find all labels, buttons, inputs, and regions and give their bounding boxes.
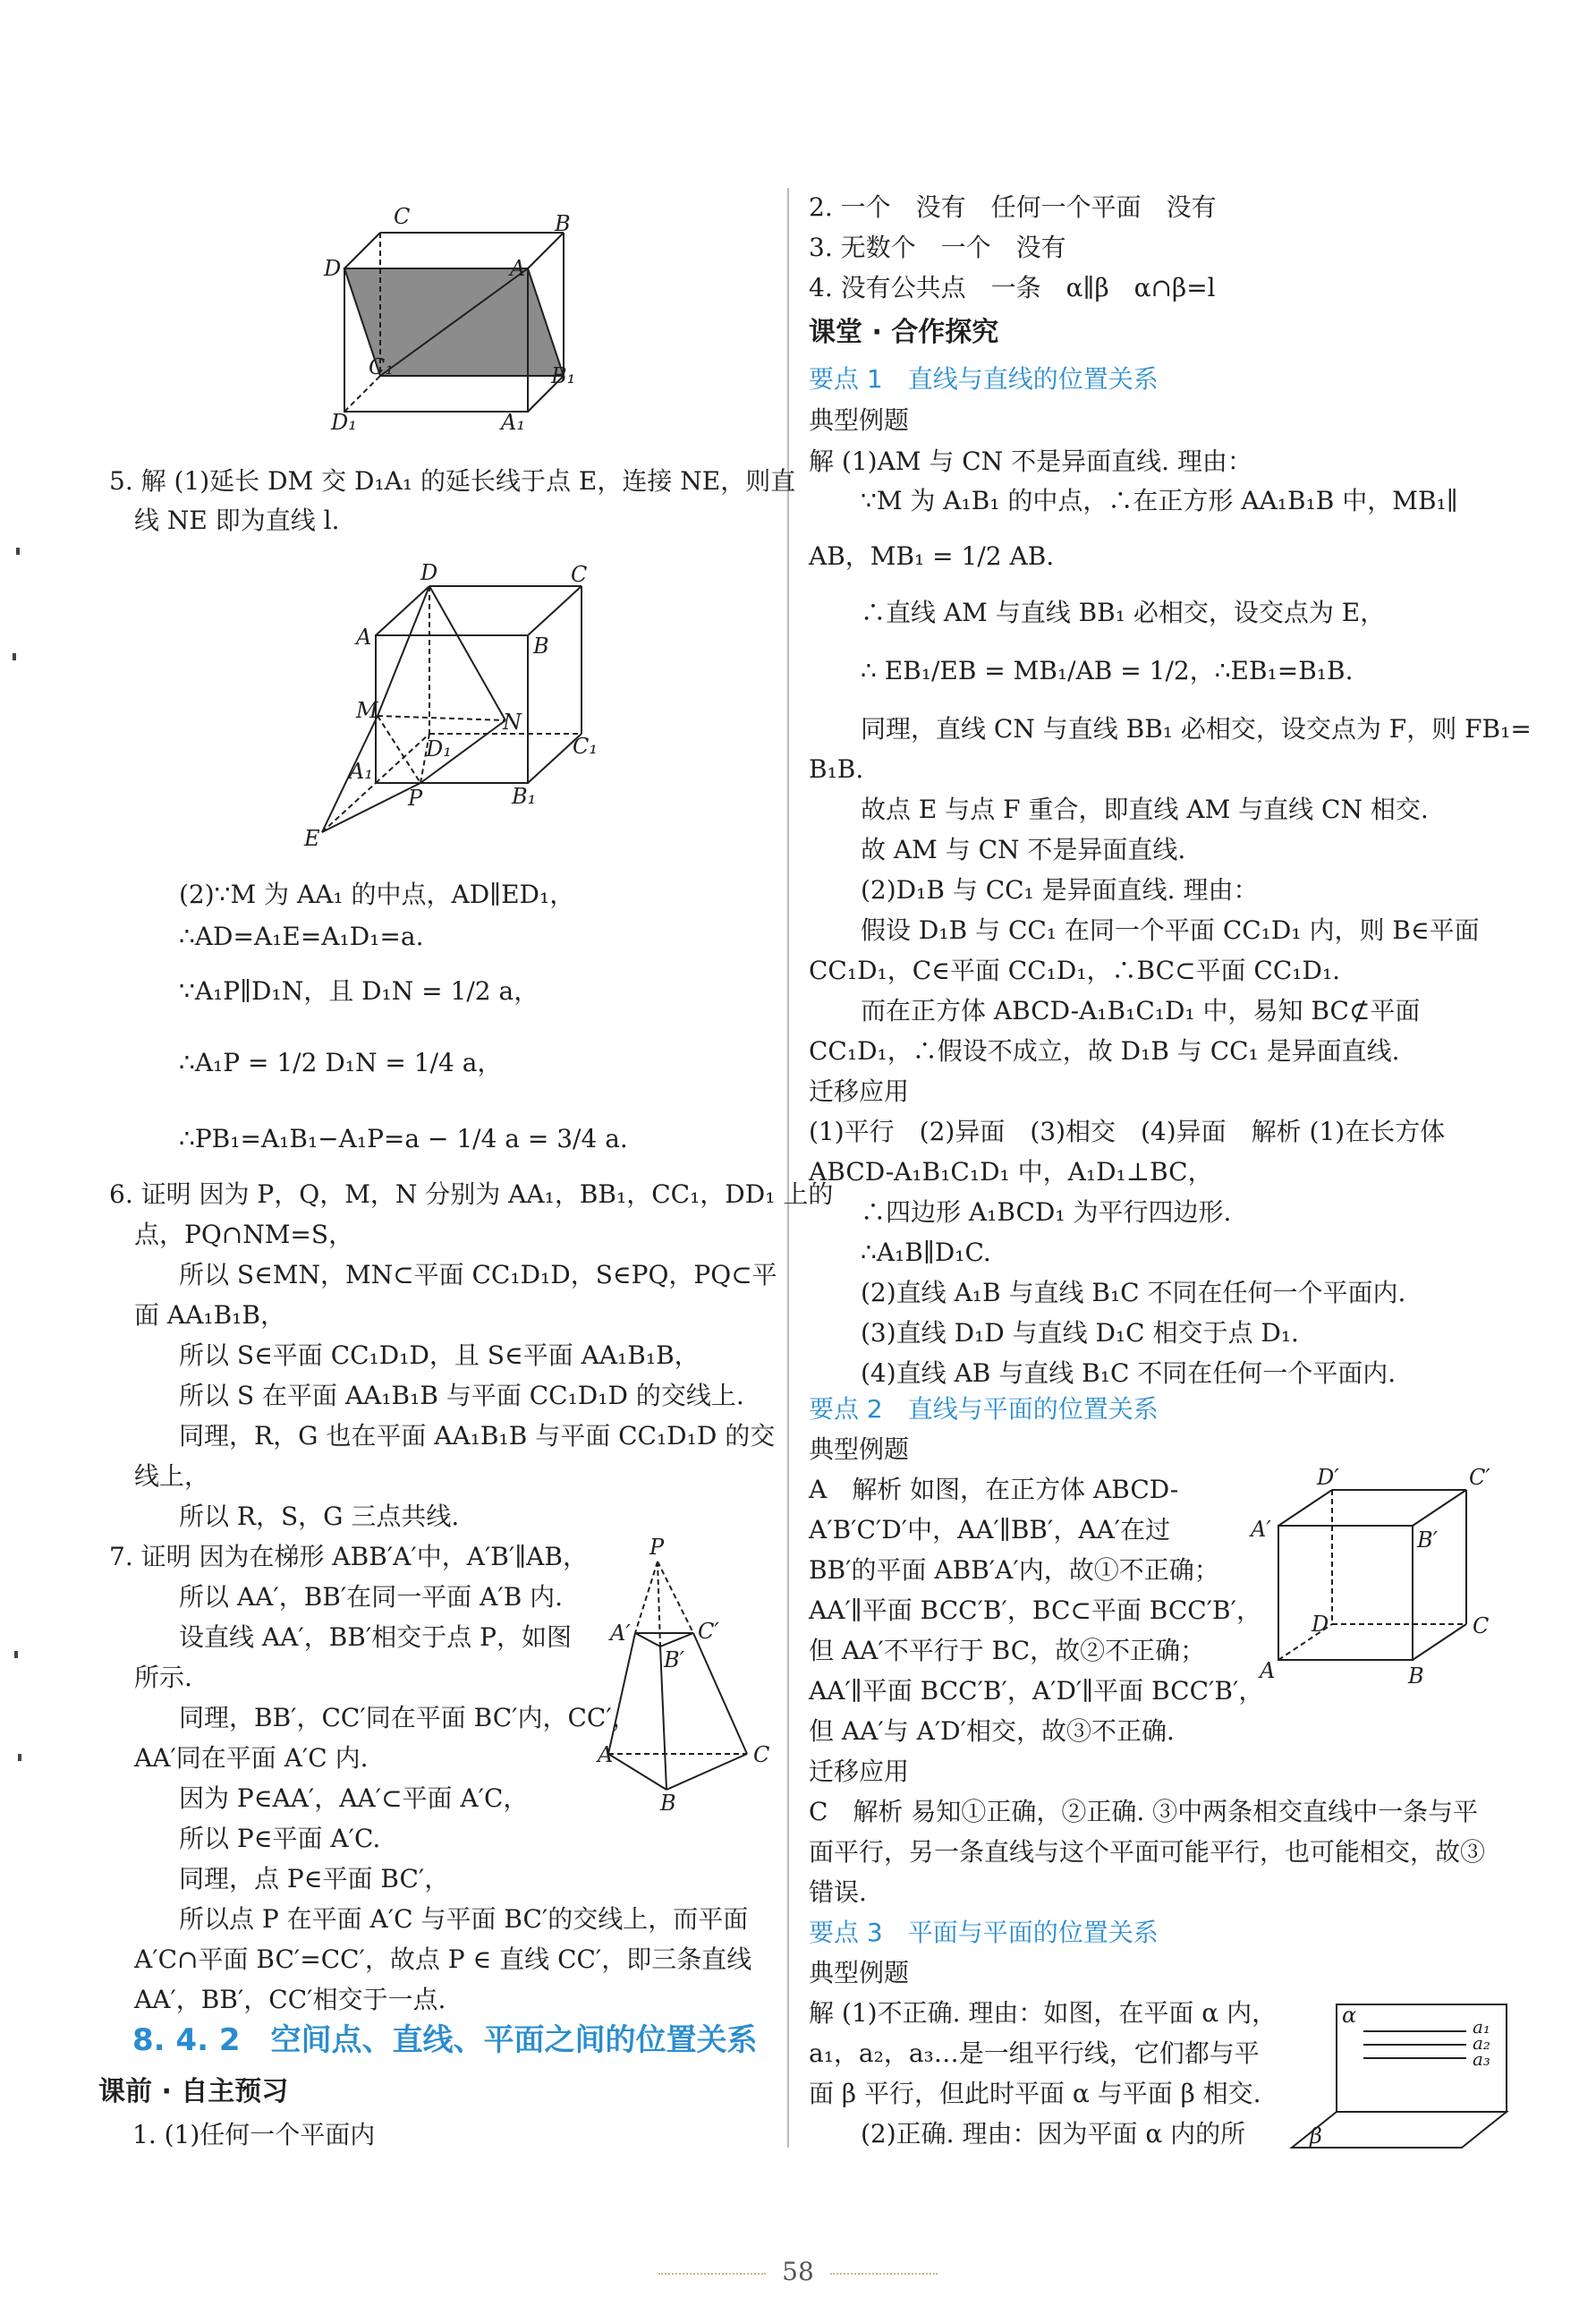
text-line: 4. 没有公共点 一条 α∥β α∩β=l (809, 273, 1216, 302)
text-line: ∴直线 AM 与直线 BB₁ 必相交，设交点为 E， (861, 598, 1386, 627)
page-number: 58 (0, 2257, 1596, 2286)
text-line: 解 (1)AM 与 CN 不是异面直线. 理由： (809, 447, 1252, 476)
text-line: 但 AA′不平行于 BC，故②不正确； (809, 1636, 1206, 1665)
text-line: 典型例题 (809, 405, 910, 435)
text-line: A 解析 如图，在正方体 ABCD- (809, 1475, 1179, 1504)
fig3-label: B′ (664, 1647, 685, 1672)
fig4-label: B (1408, 1664, 1424, 1689)
text-line: AA′∥平面 BCC′B′，A′D′∥平面 BCC′B′， (809, 1676, 1264, 1706)
text-line: 但 AA′与 A′D′相交，故③不正确. (809, 1716, 1175, 1746)
fig1-label: D (324, 256, 342, 281)
text-line: C 解析 易知①正确，②正确. ③中两条相交直线中一条与平 (809, 1797, 1479, 1826)
fig2-label: N (503, 710, 522, 735)
text-line: 所以 S∈MN，MN⊂平面 CC₁D₁D，S∈PQ，PQ⊂平 (179, 1260, 777, 1289)
fig5-label: a₃ (1473, 2048, 1490, 2070)
text-line: 故点 E 与点 F 重合，即直线 AM 与直线 CN 相交. (861, 795, 1429, 824)
text-line: 线上， (134, 1461, 210, 1491)
fig5-label: a₂ (1473, 2032, 1490, 2054)
text-line: 迁移应用 (809, 1757, 910, 1786)
text-line: 设直线 AA′，BB′相交于点 P，如图 (179, 1622, 572, 1652)
text-line: (2)直线 A₁B 与直线 B₁C 不同在任何一个平面内. (861, 1278, 1406, 1307)
fig2-label: M (356, 698, 378, 723)
text-line: ABCD-A₁B₁C₁D₁ 中，A₁D₁⊥BC， (809, 1157, 1213, 1187)
text-line: ∴ EB₁/EB = MB₁/AB = 1/2，∴EB₁=B₁B. (861, 656, 1354, 685)
margin-mark (13, 653, 16, 660)
text-line: AB，MB₁ = 1/2 AB. (809, 541, 1055, 571)
text-line: 1. (1)任何一个平面内 (132, 2120, 376, 2149)
key-point-heading: 要点 2 直线与平面的位置关系 (809, 1394, 1159, 1424)
fig2-label: P (408, 786, 423, 811)
fig4-label: A (1260, 1658, 1276, 1683)
key-point-heading: 要点 1 直线与直线的位置关系 (809, 364, 1159, 394)
text-line: ∴AD=A₁E=A₁D₁=a. (179, 922, 424, 951)
text-line: 所示. (134, 1663, 192, 1692)
text-line: 3. 无数个 一个 没有 (809, 233, 1066, 262)
fig5-label: a₁ (1473, 2016, 1490, 2038)
text-line: BB′的平面 ABB′A′内，故①不正确； (809, 1555, 1219, 1585)
text-line: 同理，BB′，CC′同在平面 BC′内，CC′， (179, 1703, 637, 1732)
text-line: ∴A₁P = 1/2 D₁N = 1/4 a， (179, 1048, 503, 1077)
fig2-label: C (571, 562, 588, 587)
fig1-label: B (555, 211, 571, 236)
fig3-label: C′ (698, 1619, 719, 1644)
fig4-label: D (1312, 1612, 1329, 1637)
text-line: ∴PB₁=A₁B₁−A₁P=a − 1/4 a = 3/4 a. (179, 1124, 628, 1153)
text-line: (1)平行 (2)异面 (3)相交 (4)异面 解析 (1)在长方体 (809, 1117, 1446, 1146)
fig2-label: D₁ (426, 736, 452, 762)
text-line: ∵A₁P∥D₁N，且 D₁N = 1/2 a， (179, 976, 539, 1006)
text-line: 7. 证明 因为在梯形 ABB′A′中，A′B′∥AB， (109, 1542, 588, 1571)
text-line: AA′同在平面 A′C 内. (134, 1743, 369, 1773)
text-line: 所以 S 在平面 AA₁B₁B 与平面 CC₁D₁D 的交线上. (179, 1381, 744, 1410)
fig1-label: A₁ (501, 410, 525, 435)
text-line: 面 AA₁B₁B， (134, 1300, 285, 1330)
fig2-label: B (533, 634, 549, 659)
fig2-label: E (304, 826, 320, 851)
subhead: 课堂 · 合作探究 (809, 317, 999, 348)
fig3-label: A (598, 1742, 614, 1767)
fig3-label: C (753, 1742, 770, 1767)
fig4-label: D′ (1317, 1465, 1339, 1490)
fig2-label: A₁ (349, 759, 373, 784)
fig1-label: C (394, 204, 411, 229)
figure-pyramid-frustum (598, 1535, 778, 1816)
text-line: 2. 一个 没有 任何一个平面 没有 (809, 192, 1217, 222)
fig4-label: A′ (1251, 1517, 1271, 1542)
text-line: (3)直线 D₁D 与直线 D₁C 相交于点 D₁. (861, 1318, 1299, 1348)
text-line: ∵M 为 A₁B₁ 的中点，∴在正方形 AA₁B₁B 中，MB₁∥ (861, 486, 1458, 515)
margin-mark (14, 1651, 18, 1658)
fig2-label: B₁ (512, 784, 537, 809)
text-line: 典型例题 (809, 1958, 910, 1987)
text-line: 所以 P∈平面 A′C. (179, 1824, 381, 1853)
text-line: 线 NE 即为直线 l. (134, 506, 340, 535)
text-line: 迁移应用 (809, 1076, 910, 1106)
fig2-label: D (420, 560, 438, 585)
fig1-label: D₁ (331, 410, 357, 435)
text-line: A′C∩平面 BC′=CC′，故点 P ∈ 直线 CC′，即三条直线 (134, 1944, 752, 1974)
fig5-label: α (1342, 2003, 1357, 2028)
fig4-label: B′ (1417, 1527, 1439, 1553)
text-line: (2)正确. 理由：因为平面 α 内的所 (861, 2119, 1246, 2149)
fig3-label: B (660, 1791, 676, 1816)
text-line: 故 AM 与 CN 不是异面直线. (861, 835, 1186, 864)
text-line: CC₁D₁，C∈平面 CC₁D₁，∴BC⊂平面 CC₁D₁. (809, 956, 1341, 985)
text-line: 面 β 平行，但此时平面 α 与平面 β 相交. (809, 2079, 1261, 2108)
text-line: 假设 D₁B 与 CC₁ 在同一个平面 CC₁D₁ 内，则 B∈平面 (861, 915, 1480, 945)
fig3-label: A′ (610, 1621, 631, 1646)
text-line: 所以 S∈平面 CC₁D₁D，且 S∈平面 AA₁B₁B， (179, 1340, 700, 1370)
fig4-label: C′ (1469, 1465, 1490, 1490)
text-line: 因为 P∈AA′，AA′⊂平面 A′C， (179, 1783, 529, 1813)
text-line: AA′，BB′，CC′相交于一点. (134, 1985, 446, 2014)
figure-planes (1292, 1995, 1515, 2157)
text-line: CC₁D₁，∴假设不成立，故 D₁B 与 CC₁ 是异面直线. (809, 1036, 1400, 1066)
text-line: 6. 证明 因为 P，Q，M，N 分别为 AA₁，BB₁，CC₁，DD₁ 上的 (109, 1179, 834, 1209)
text-line: ∴四边形 A₁BCD₁ 为平行四边形. (861, 1197, 1232, 1227)
text-line: 所以 R，S，G 三点共线. (179, 1502, 460, 1531)
fig2-label: C₁ (573, 734, 598, 759)
text-line: a₁，a₂，a₃…是一组平行线，它们都与平 (809, 2038, 1260, 2068)
text-line: 而在正方体 ABCD-A₁B₁C₁D₁ 中，易知 BC⊄平面 (861, 996, 1421, 1025)
text-line: 点，PQ∩NM=S， (134, 1220, 354, 1249)
text-line: 典型例题 (809, 1434, 910, 1464)
fig3-label: P (649, 1535, 665, 1560)
key-point-heading: 要点 3 平面与平面的位置关系 (809, 1918, 1159, 1947)
text-line: (2)∵M 为 AA₁ 的中点，AD∥ED₁， (179, 880, 575, 909)
subhead: 课前 · 自主预习 (98, 2076, 289, 2107)
text-line: (2)D₁B 与 CC₁ 是异面直线. 理由： (861, 875, 1259, 905)
text-line: A′B′C′D′中，AA′∥BB′，AA′在过 (809, 1515, 1171, 1544)
margin-mark (18, 1754, 21, 1761)
fig1-label: A (510, 256, 526, 281)
section-title: 8. 4. 2 空间点、直线、平面之间的位置关系 (132, 2022, 758, 2058)
text-line: 所以点 P 在平面 A′C 与平面 BC′的交线上，而平面 (179, 1904, 749, 1934)
fig5-label: β (1310, 2123, 1322, 2149)
text-line: (4)直线 AB 与直线 B₁C 不同在任何一个平面内. (861, 1358, 1396, 1388)
text-line: 所以 AA′，BB′在同一平面 A′B 内. (179, 1582, 564, 1612)
text-line: 同理，R，G 也在平面 AA₁B₁B 与平面 CC₁D₁D 的交 (179, 1421, 776, 1451)
figure-cube-shaded (322, 206, 590, 438)
text-line: 面平行，另一条直线与这个平面可能平行，也可能相交，故③ (809, 1837, 1486, 1867)
fig1-label: B₁ (551, 363, 576, 388)
figure-cube-prime (1247, 1465, 1515, 1705)
fig1-label: C₁ (369, 354, 394, 379)
text-line: ∴A₁B∥D₁C. (861, 1238, 991, 1267)
text-line: B₁B. (809, 754, 864, 784)
margin-mark (16, 548, 20, 555)
fig2-label: A (356, 625, 372, 650)
figure-cube-pyramid (304, 560, 608, 851)
text-line: 同理，点 P∈平面 BC′， (179, 1864, 450, 1893)
text-line: 5. 解 (1)延长 DM 交 D₁A₁ 的延长线于点 E，连接 NE，则直 (109, 466, 796, 496)
text-line: 同理，直线 CN 与直线 BB₁ 必相交，设交点为 F，则 FB₁= (861, 714, 1532, 744)
text-line: 错误. (809, 1877, 867, 1907)
text-line: AA′∥平面 BCC′B′，BC⊂平面 BCC′B′， (809, 1595, 1261, 1625)
fig4-label: C (1473, 1613, 1490, 1638)
text-line: 解 (1)不正确. 理由：如图，在平面 α 内， (809, 1998, 1278, 2028)
